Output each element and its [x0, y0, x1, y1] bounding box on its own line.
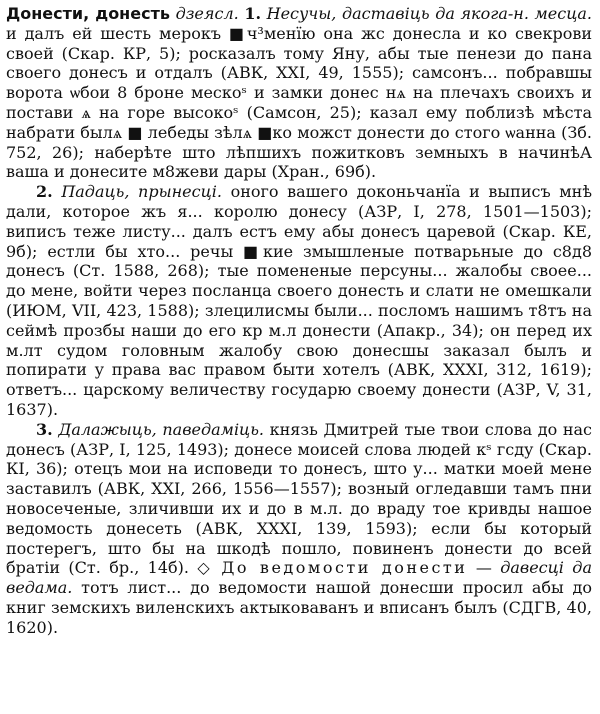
headword: Донести, донесть: [6, 4, 170, 23]
phrase-gloss: давесці да ведама.: [6, 558, 592, 598]
part-of-speech: дзеясл.: [175, 4, 239, 23]
phrase-dash: —: [467, 558, 501, 578]
phrase-headword: До ведомости донести: [221, 558, 468, 578]
phrase-marker-icon: ◇: [197, 558, 214, 578]
sense-citations: оного вашего доконьчанїа и выписъ мнѣ дали, которое жъ я... королю донесу (АЗР, I, 278, 1501—1503); виписъ теже листу... далъ естъ ему абы донесъ царевой (Скар. КЕ, 9б); естли бы хто... речы ■кие змышленые потварьные до с8д8 донесъ (Ст. 1588, 268); тые помененые персуны... жалобы своее... до мене, войти через посланца своего донесть и слати не омешкали (ИЮМ, VII, 423, 1588); злецилисмы были... посломъ нашимъ т8тъ на сеймѣ прозбы наши до его кр м.л донести (Апакр., 34); он перед их м.лт судом головным жалобу свою донесшы заказал былъ и попирати у права вас правом быти хотелъ (АВК, XXXI, 312, 1619); ответъ... царскому величеству государю своему донести (АЗР, V, 31, 1637).: [6, 182, 592, 419]
phrase-citations: тотъ лист... до ведомости нашой донесши просил абы до книг земскихъ виленскихъ актыковаванъ и вписанъ былъ (СДГВ, 40, 1620).: [6, 578, 592, 637]
sense-citations: и далъ ей шесть мерокъ ■ч³менїю она жс донесла и ко свекрови своей (Скар. КР, 5); росказалъ тому Яну, абы тые пенези до пана своего донесъ и отдалъ (АВК, XXI, 49, 1555); самсонъ... побравшы ворота ѡбои 8 броне мескоˢ и замки донес нѧ на плечахъ своихъ и постави ѧ на горе высокоˢ (Самсон, 25); казал ему поблизѣ мѣста набрати былѧ ■ лебеды зѣлѧ ■ко можст донести до стого ѡанна (Зб. 752, 26); наберѣте што лѣпшихъ пожитковъ земныхъ в начинѣА ваша и донесите м8жеви дары (Хран., 69б).: [6, 23, 592, 182]
sense-citations: князь Дмитрей тые твои слова до нас донесъ (АЗР, I, 125, 1493); донесе моисей слова людей кˢ гсду (Скар. КІ, 36); отецъ мои на исповеди то донесъ, што у... матки моей мене заставилъ (АВК, XXI, 266, 1556—1557); возный огледавши тамъ пни новосеченые, зличивши их и до в м.л. до враду тое кривды нашое ведомость донесеть (АВК, XXXI, 139, 1593); если бы который постерегъ, што бы на шкодѣ пошло, повиненъ донести до всей братіи (Ст. бр., 14б).: [6, 419, 592, 578]
sense-gloss: Несучы, даставіць да якога-н. месца.: [266, 4, 592, 23]
sense-number: 2.: [36, 182, 53, 202]
sense-gloss: Далажыць, паведаміць.: [58, 419, 265, 439]
sense-number: 1.: [244, 4, 262, 23]
entry-sense-2: [6, 182, 592, 420]
entry-sense-1: [6, 4, 592, 182]
entry-sense-3: [6, 420, 592, 638]
sense-number: 3.: [36, 419, 53, 439]
sense-gloss: Падаць, прынесці.: [61, 182, 222, 202]
